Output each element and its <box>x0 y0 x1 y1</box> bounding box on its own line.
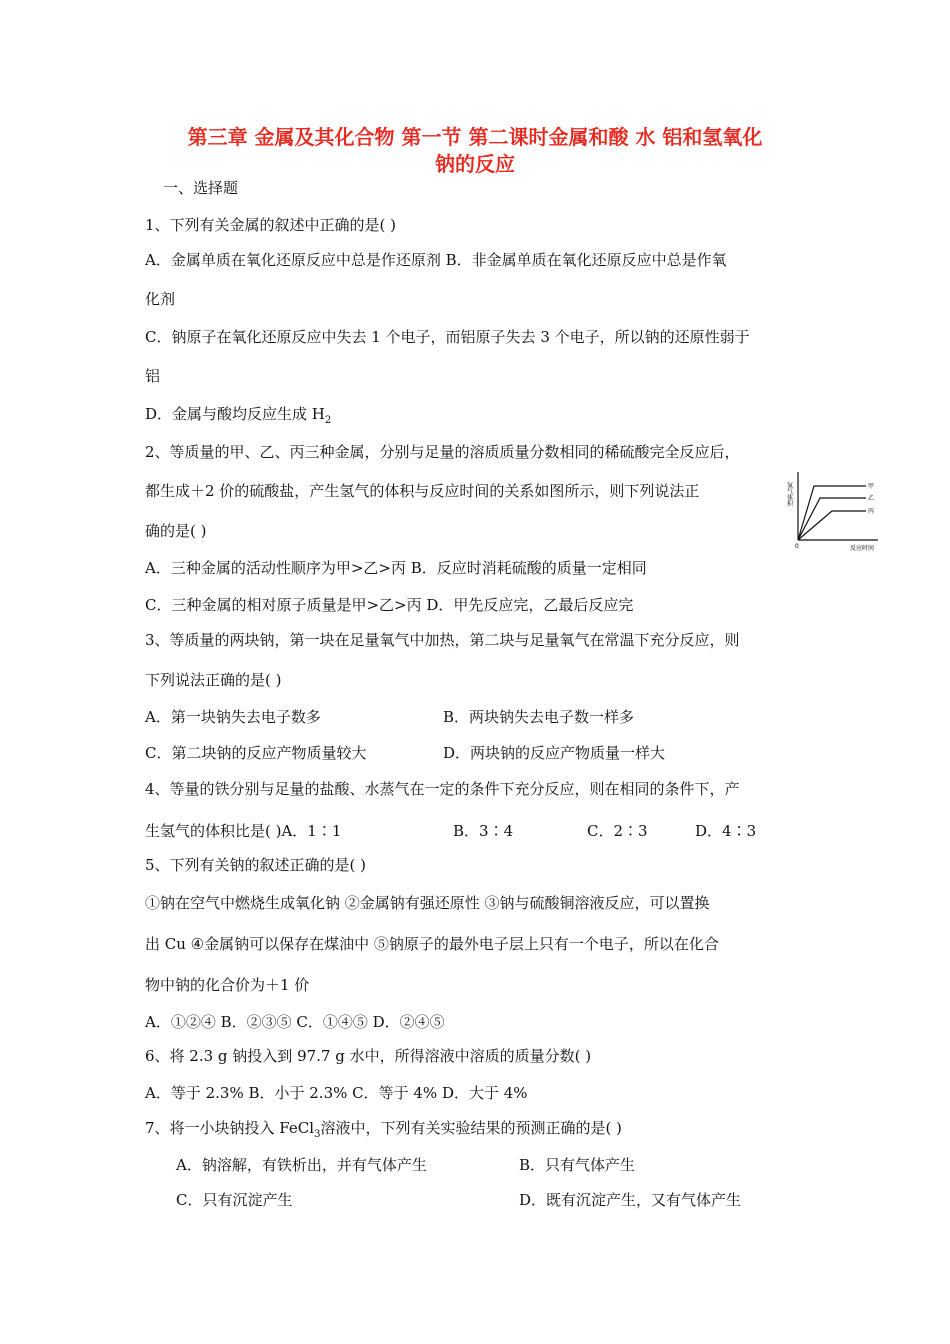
q5-statements-line-3: 物中钠的化合价为＋1 价 <box>145 976 310 994</box>
q3-option-d: D．两块钠的反应产物质量一样大 <box>443 744 666 762</box>
series-label-yi: 乙 <box>868 495 875 502</box>
q7-option-a: A．钠溶解，有铁析出，并有气体产生 <box>176 1156 427 1174</box>
q1-option-d <box>145 404 331 424</box>
hydrogen-volume-graph <box>785 468 880 552</box>
q7-stem <box>145 1118 622 1138</box>
q1-option-d-text: D．金属与酸均反应生成 H <box>145 405 325 423</box>
q1-option-c-cont: 铝 <box>145 367 161 385</box>
q3-stem-line-1: 3、等质量的两块钠，第一块在足量氧气中加热，第二块与足量氧气在常温下充分反应，则 <box>145 631 740 649</box>
section-heading: 一、选择题 <box>163 179 239 197</box>
q1-stem: 1、下列有关金属的叙述中正确的是( ) <box>145 216 397 234</box>
q5-options: A．①②④ B．②③⑤ C．①④⑤ D．②④⑤ <box>145 1013 445 1031</box>
q6-stem: 6、将 2.3 g 钠投入到 97.7 g 水中，所得溶液中溶质的质量分数( ) <box>145 1047 592 1065</box>
graph-origin-label: 0 <box>795 543 799 550</box>
series-label-bing: 丙 <box>868 508 875 515</box>
series-line-bing <box>798 511 866 540</box>
q2-options-a-b: A．三种金属的活动性顺序为甲>乙>丙 B．反应时消耗硫酸的质量一定相同 <box>145 559 647 577</box>
q1-option-c: C．钠原子在氧化还原反应中失去 1 个电子，而铝原子失去 3 个电子，所以钠的还原性弱于 <box>145 328 750 346</box>
q5-stem: 5、下列有关钠的叙述正确的是( ) <box>145 856 367 874</box>
q7-stem-subscript: 3 <box>314 1129 321 1140</box>
q4-stem-line-2: 生氢气的体积比是( )A．1∶1 <box>145 822 342 840</box>
q5-statements-line-1: ①钠在空气中燃烧生成氧化钠 ②金属钠有强还原性 ③钠与硫酸铜溶液反应，可以置换 <box>145 894 710 912</box>
graph-y-label: 氢气体积 <box>785 482 793 506</box>
document-title-line-1: 第三章 金属及其化合物 第一节 第二课时金属和酸 水 铝和氢氧化 <box>187 125 763 149</box>
q1-option-b-cont: 化剂 <box>145 290 176 308</box>
q7-stem-pre: 7、将一小块钠投入 FeCl <box>145 1119 315 1137</box>
q2-options-c-d: C．三种金属的相对原子质量是甲>乙>丙 D．甲先反应完，乙最后反应完 <box>145 596 634 614</box>
q3-option-a: A．第一块钠失去电子数多 <box>145 708 321 726</box>
q7-stem-post: 溶液中，下列有关实验结果的预测正确的是( ) <box>320 1119 622 1137</box>
q2-stem-line-2: 都生成＋2 价的硫酸盐，产生氢气的体积与反应时间的关系如图所示，则下列说法正 <box>145 482 700 500</box>
q2-stem-line-3: 确的是( ) <box>145 522 207 540</box>
q4-stem-line-1: 4、等量的铁分别与足量的盐酸、水蒸气在一定的条件下充分反应，则在相同的条件下，产 <box>145 780 740 798</box>
q3-stem-line-2: 下列说法正确的是( ) <box>145 671 282 689</box>
series-label-jia: 甲 <box>868 483 875 490</box>
q2-stem-line-1: 2、等质量的甲、乙、丙三种金属，分别与足量的溶质质量分数相同的稀硫酸完全反应后， <box>145 443 740 461</box>
document-title-line-2: 钠的反应 <box>435 152 515 176</box>
q3-option-b: B．两块钠失去电子数一样多 <box>443 708 635 726</box>
q4-option-b: B．3∶4 <box>453 822 514 840</box>
graph-x-label: 反应时间 <box>850 545 875 552</box>
q7-option-b: B．只有气体产生 <box>519 1156 636 1174</box>
q4-option-c: C．2∶3 <box>587 822 648 840</box>
q5-statements-line-2: 出 Cu ④金属钠可以保存在煤油中 ⑤钠原子的最外电子层上只有一个电子，所以在化合 <box>145 935 719 953</box>
q3-option-c: C．第二块钠的反应产物质量较大 <box>145 744 367 762</box>
q1-option-a-b: A．金属单质在氧化还原反应中总是作还原剂 B．非金属单质在氧化还原反应中总是作氧 <box>145 251 727 269</box>
q4-option-d: D．4∶3 <box>695 822 757 840</box>
q7-option-d: D．既有沉淀产生，又有气体产生 <box>519 1191 742 1209</box>
q6-options: A．等于 2.3% B．小于 2.3% C．等于 4% D．大于 4% <box>145 1084 528 1102</box>
q7-option-c: C．只有沉淀产生 <box>176 1191 293 1209</box>
q1-option-d-subscript: 2 <box>324 415 332 426</box>
